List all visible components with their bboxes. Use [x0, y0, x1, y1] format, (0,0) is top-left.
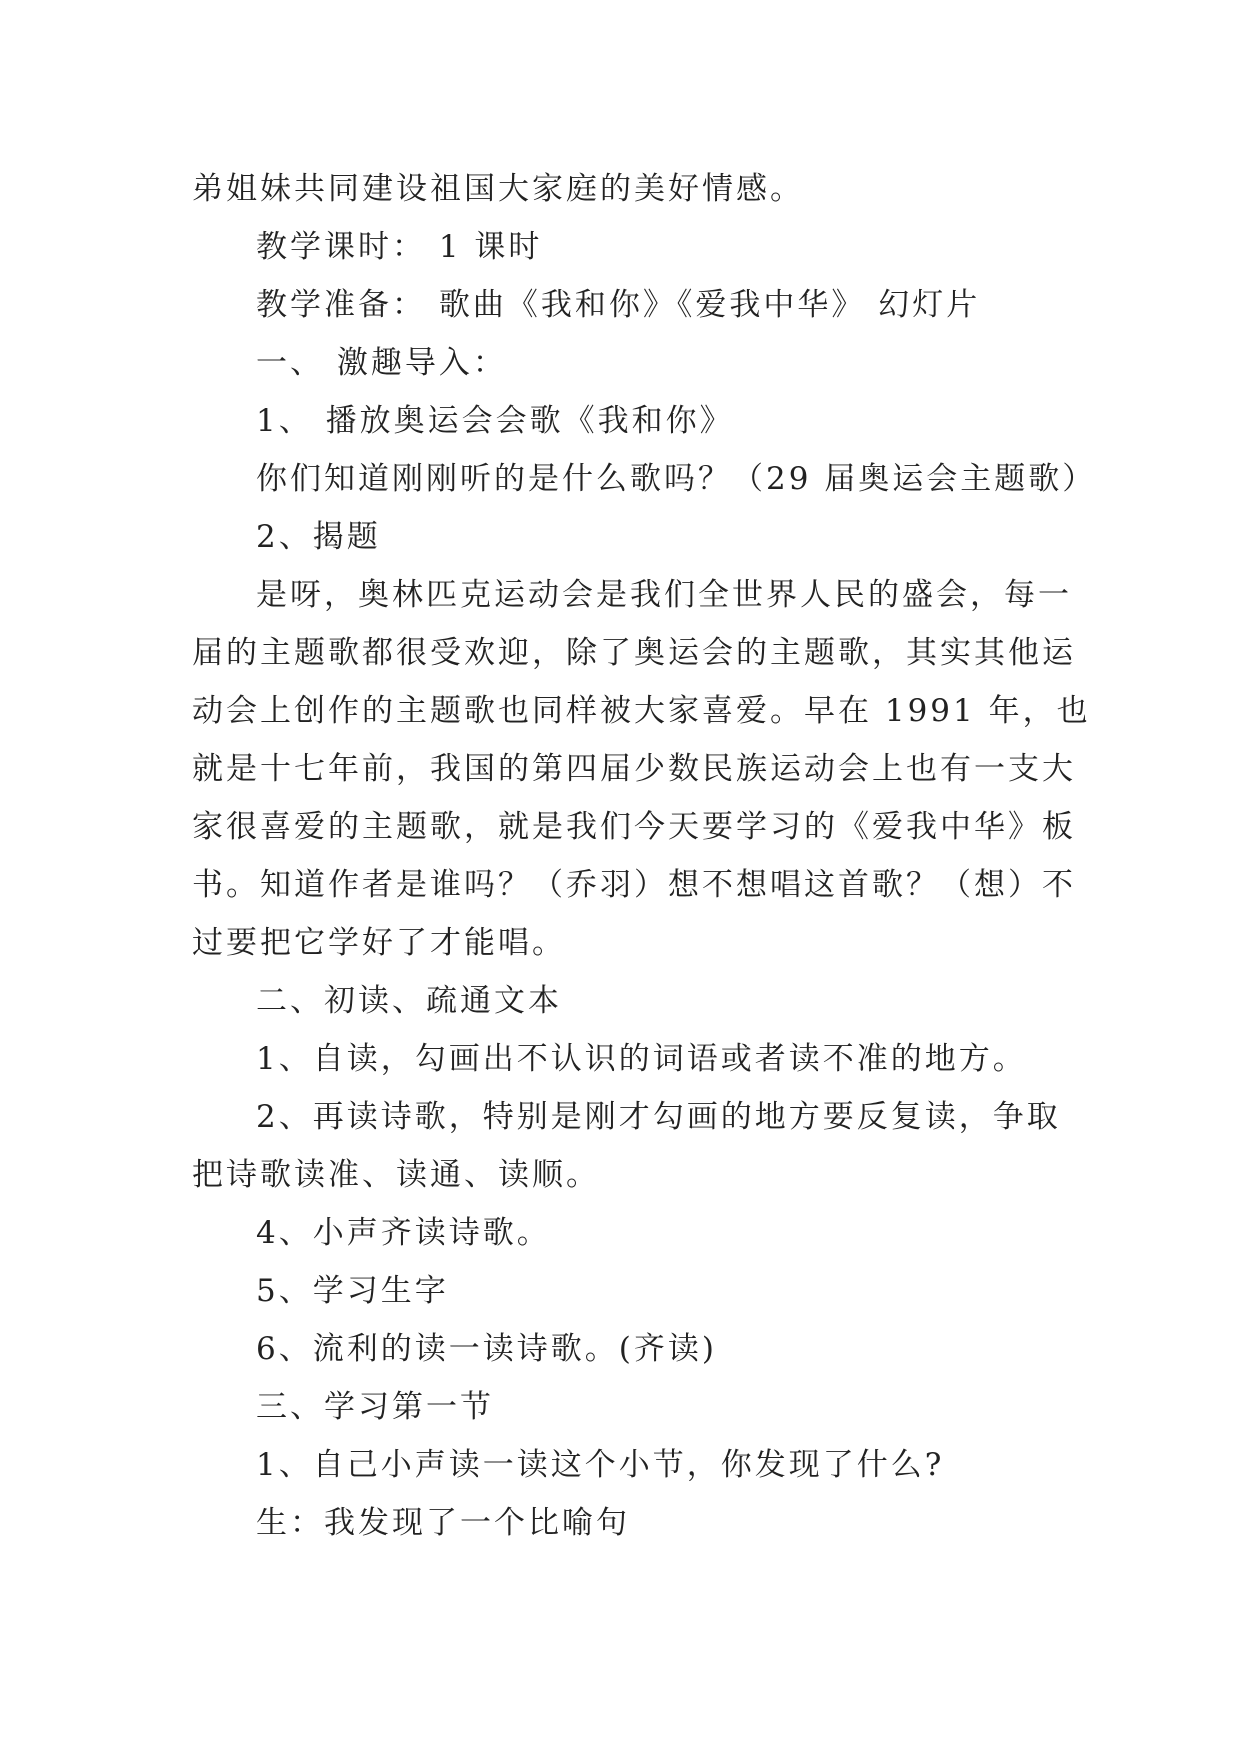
lesson-plan-text [192, 160, 1097, 1552]
text-line: 教学准备： 歌曲《我和你》《爱我中华》 幻灯片 [256, 287, 981, 323]
text-line: 4、小声齐读诗歌。 [256, 1215, 551, 1251]
section-heading: 一、 激趣导入： [256, 345, 507, 381]
text-line: 是呀，奥林匹克运动会是我们全世界人民的盛会，每一 [256, 577, 1072, 613]
text-line: 届的主题歌都很受欢迎，除了奥运会的主题歌，其实其他运 [192, 635, 1076, 671]
text-line: 你们知道刚刚听的是什么歌吗？（29 届奥运会主题歌） [256, 461, 1097, 497]
text-line: 就是十七年前，我国的第四届少数民族运动会上也有一支大 [192, 751, 1076, 787]
text-line: 动会上创作的主题歌也同样被大家喜爱。早在 1991 年，也 [192, 693, 1091, 729]
text-line: 书。知道作者是谁吗？（乔羽）想不想唱这首歌？（想）不 [192, 867, 1076, 903]
section-heading: 三、学习第一节 [256, 1389, 494, 1425]
text-line: 1、 播放奥运会会歌《我和你》 [256, 403, 734, 439]
text-line: 1、自己小声读一读这个小节，你发现了什么? [256, 1447, 945, 1483]
text-line: 6、流利的读一读诗歌。(齐读) [256, 1331, 717, 1367]
text-line: 生：我发现了一个比喻句 [256, 1505, 630, 1541]
text-line: 把诗歌读准、读通、读顺。 [192, 1157, 600, 1193]
text-line: 家很喜爱的主题歌，就是我们今天要学习的《爱我中华》板 [192, 809, 1076, 845]
text-line: 过要把它学好了才能唱。 [192, 925, 566, 961]
section-heading: 二、初读、疏通文本 [256, 983, 562, 1019]
text-line: 2、揭题 [256, 519, 381, 555]
text-line: 教学课时： 1 课时 [256, 229, 543, 265]
text-line: 5、学习生字 [256, 1273, 449, 1309]
text-line: 弟姐妹共同建设祖国大家庭的美好情感。 [192, 171, 804, 207]
text-line: 1、自读，勾画出不认识的词语或者读不准的地方。 [256, 1041, 1027, 1077]
text-line: 2、再读诗歌，特别是刚才勾画的地方要反复读，争取 [256, 1099, 1061, 1135]
